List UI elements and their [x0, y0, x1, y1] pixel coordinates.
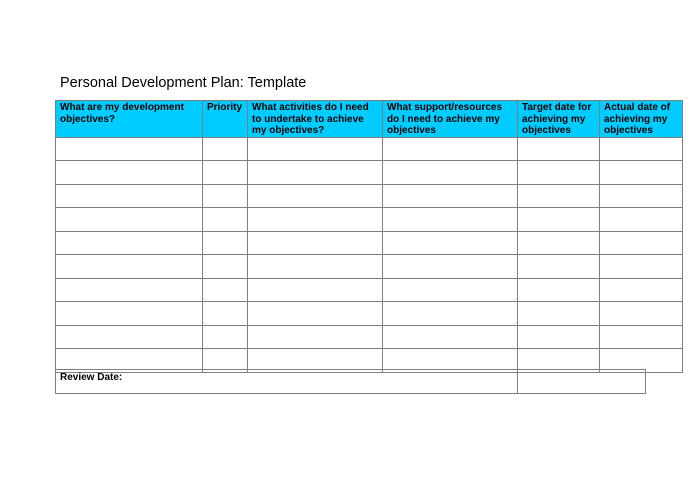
objective-cell[interactable] [56, 255, 203, 279]
actual-date-cell[interactable] [600, 302, 683, 326]
actual-date-cell[interactable] [600, 184, 683, 208]
target-date-cell[interactable] [518, 325, 600, 349]
support-cell[interactable] [383, 161, 518, 185]
target-date-cell[interactable] [518, 231, 600, 255]
page-title: Personal Development Plan: Template [60, 75, 307, 91]
development-plan-table [55, 100, 683, 373]
priority-cell[interactable] [203, 278, 248, 302]
activities-cell[interactable] [248, 255, 383, 279]
table-row [56, 161, 683, 185]
table-row [56, 255, 683, 279]
objective-cell[interactable] [56, 208, 203, 232]
table-row [56, 137, 683, 161]
support-cell[interactable] [383, 231, 518, 255]
table-row [56, 325, 683, 349]
target-date-cell[interactable] [518, 184, 600, 208]
target-date-cell[interactable] [518, 302, 600, 326]
review-date-table [55, 369, 646, 394]
priority-cell[interactable] [203, 255, 248, 279]
actual-date-cell[interactable] [600, 161, 683, 185]
activities-cell[interactable] [248, 302, 383, 326]
objective-cell[interactable] [56, 231, 203, 255]
header-support-resources: What support/resources do I need to achieve my objectives [383, 101, 518, 138]
header-actual-date: Actual date of achieving my objectives [600, 101, 683, 138]
support-cell[interactable] [383, 184, 518, 208]
activities-cell[interactable] [248, 161, 383, 185]
priority-cell[interactable] [203, 302, 248, 326]
target-date-cell[interactable] [518, 255, 600, 279]
priority-cell[interactable] [203, 184, 248, 208]
activities-cell[interactable] [248, 278, 383, 302]
header-target-date: Target date for achieving my objectives [518, 101, 600, 138]
table-row [56, 184, 683, 208]
support-cell[interactable] [383, 208, 518, 232]
header-priority: Priority [203, 101, 248, 138]
objective-cell[interactable] [56, 161, 203, 185]
actual-date-cell[interactable] [600, 255, 683, 279]
objective-cell[interactable] [56, 184, 203, 208]
review-row [56, 370, 646, 394]
activities-cell[interactable] [248, 184, 383, 208]
target-date-cell[interactable] [518, 137, 600, 161]
header-development-objectives: What are my development objectives? [56, 101, 203, 138]
objective-cell[interactable] [56, 325, 203, 349]
table-row [56, 231, 683, 255]
header-row [56, 101, 683, 138]
objective-cell[interactable] [56, 137, 203, 161]
priority-cell[interactable] [203, 231, 248, 255]
review-date-field[interactable] [518, 370, 646, 394]
activities-cell[interactable] [248, 231, 383, 255]
priority-cell[interactable] [203, 161, 248, 185]
review-date-label: Review Date: [56, 370, 518, 394]
support-cell[interactable] [383, 325, 518, 349]
target-date-cell[interactable] [518, 278, 600, 302]
actual-date-cell[interactable] [600, 137, 683, 161]
priority-cell[interactable] [203, 208, 248, 232]
support-cell[interactable] [383, 278, 518, 302]
activities-cell[interactable] [248, 137, 383, 161]
priority-cell[interactable] [203, 137, 248, 161]
target-date-cell[interactable] [518, 208, 600, 232]
objective-cell[interactable] [56, 302, 203, 326]
activities-cell[interactable] [248, 208, 383, 232]
table-row [56, 278, 683, 302]
target-date-cell[interactable] [518, 161, 600, 185]
table-row [56, 302, 683, 326]
header-activities: What activities do I need to undertake to achieve my objectives? [248, 101, 383, 138]
table-row [56, 208, 683, 232]
support-cell[interactable] [383, 255, 518, 279]
actual-date-cell[interactable] [600, 325, 683, 349]
support-cell[interactable] [383, 302, 518, 326]
actual-date-cell[interactable] [600, 231, 683, 255]
actual-date-cell[interactable] [600, 278, 683, 302]
activities-cell[interactable] [248, 325, 383, 349]
actual-date-cell[interactable] [600, 208, 683, 232]
priority-cell[interactable] [203, 325, 248, 349]
support-cell[interactable] [383, 137, 518, 161]
objective-cell[interactable] [56, 278, 203, 302]
